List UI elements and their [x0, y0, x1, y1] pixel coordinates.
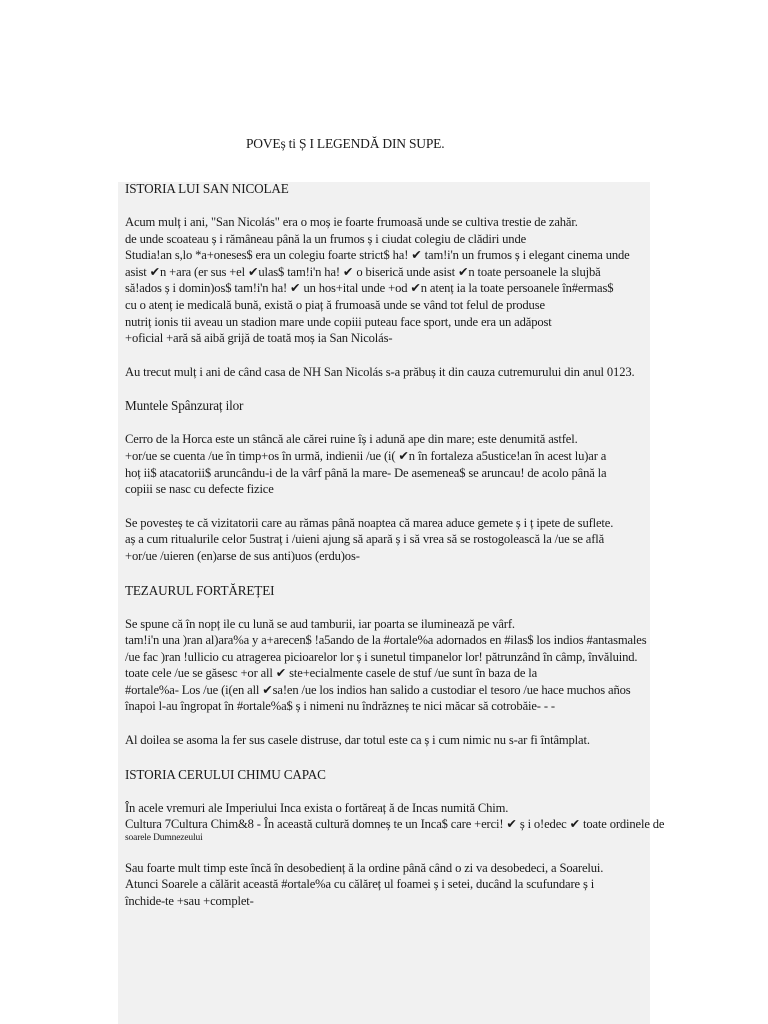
text-line: +oficial +ară să aibă grijă de toată moș ia San Nicolás-	[125, 331, 393, 346]
text-line: de unde scoateau ș i rămâneau până la un frumos ș i ciudat colegiu de clădiri unde	[125, 231, 527, 246]
text-line: În acele vremuri ale Imperiului Inca exista o fortăreaț ă de Incas numită Chim.	[125, 800, 509, 815]
section-heading: TEZAURUL FORTĂREȚEI	[125, 582, 275, 598]
paragraph	[125, 214, 647, 347]
text-line: Atunci Soarele a călărit această #ortale%a cu călăreț ul foamei ș i setei, ducând la scufundare ș i	[125, 877, 595, 892]
text-line: Studia!an s,lo *a+oneses$ era un colegiu foarte strict$ ha! ✔ tam!i'n un frumos ș i elegant cinema unde	[125, 248, 630, 263]
text-line: Se spune că în nopț ile cu lună se aud tamburii, iar poarta se iluminează pe vârf.	[125, 616, 515, 631]
paragraph	[125, 616, 647, 716]
section-heading: ISTORIA CERULUI CHIMU CAPAC	[125, 766, 326, 782]
text-line: să!ados ș i domin)os$ tam!i'n ha! ✔ un hos+ital unde +od ✔n atenț ia la toate persoanele în#ermas$	[125, 281, 614, 296]
text-line: asist ✔n +ara (er sus +el ✔ulas$ tam!i'n ha! ✔ o biserică unde asist ✔n toate persoanele la slujbă	[125, 264, 601, 279]
section-heading: ISTORIA LUI SAN NICOLAE	[125, 181, 289, 196]
text-line: înapoi l-au îngropat în #ortale%a$ ș i nimeni nu îndrăzneș te nici măcar să cotrobăie- - -	[125, 699, 555, 714]
text-line-small: soarele Dumnezeului	[125, 832, 203, 843]
text-line: Al doilea se asoma la fer sus casele distruse, dar totul este ca ș i cum nimic nu s-ar fi întâmplat.	[125, 733, 590, 748]
paragraph	[125, 515, 647, 565]
text-line: Cultura 7Cultura Chim&8 - În această cultură domneș te un Inca$ care +erci! ✔ ș i o!edec ✔ toate ordinele de	[125, 817, 665, 832]
text-line: Cerro de la Horca este un stâncă ale cărei ruine îș i adună ape din mare; este denumită astfel.	[125, 432, 578, 447]
text-line: hoț ii$ atacatorii$ aruncându-i de la vârf până la mare- De asemenea$ se aruncau! de acolo până la	[125, 465, 607, 480]
text-line: Sau foarte mult timp este încă în desobedienț ă la ordine până când o zi va desobedeci, a Soarelui.	[125, 860, 604, 875]
text-line: tam!i'n una )ran al)ara%a y a+arecen$ !a5ando de la #ortale%a adornados en #ilas$ los indios #antasmales	[125, 633, 647, 648]
section-heading: Muntele Spânzuraț ilor	[125, 398, 244, 414]
text-line: nutriț ionis tii aveau un stadion mare unde copiii puteau face sport, unde era un adăpost	[125, 314, 552, 329]
paragraph	[125, 800, 665, 844]
text-line: +or/ue se cuenta /ue în timp+os în urmă, indienii /ue (i( ✔n în fortaleza a5ustice!an în acest lu)ar a	[125, 448, 607, 463]
text-line: Acum mulț i ani, "San Nicolás" era o moș ie foarte frumoasă unde se cultiva trestie de zahăr.	[125, 215, 578, 229]
text-line: cu o atenț ie medicală bună, există o piaț ă frumoasă unde se vând tot felul de produse	[125, 297, 545, 312]
text-line: +or/ue /uieren (en)arse de sus anti)uos (erdu)os-	[125, 548, 360, 563]
text-line: închide-te +sau +complet-	[125, 894, 254, 909]
text-line: aș a cum ritualurile celor 5ustraț i /uieni ajung să apară ș i să vrea să se rostogolească la /ue se află	[125, 532, 605, 547]
text-line: Au trecut mulț i ani de când casa de NH San Nicolás s-a prăbuș it din cauza cutremurului din anul 0123.	[125, 364, 635, 379]
text-line: toate cele /ue se găsesc +or all ✔ ste+ecialmente casele de stuf /ue sunt în baza de la	[125, 666, 538, 681]
text-line: /ue fac )ran !ullicio cu atragerea picioarelor lor ș i sunetul timpanelor lor! pătrunzând în câmp, învăluind.	[125, 649, 638, 664]
document-body	[125, 180, 665, 910]
text-line: #ortale%a- Los /ue (i(en all ✔sa!en /ue los indios han salido a custodiar el tesoro /ue hace muchos años	[125, 682, 631, 697]
text-line: copiii se nasc cu defecte fizice	[125, 482, 274, 497]
paragraph	[125, 860, 647, 910]
paragraph	[125, 431, 647, 497]
text-line: Se povesteș te că vizitatorii care au rămas până noaptea că marea aduce gemete ș i ț ipete de suflete.	[125, 515, 614, 530]
document-title: POVEș ti Ș I LEGENDĂ DIN SUPE.	[246, 136, 445, 151]
